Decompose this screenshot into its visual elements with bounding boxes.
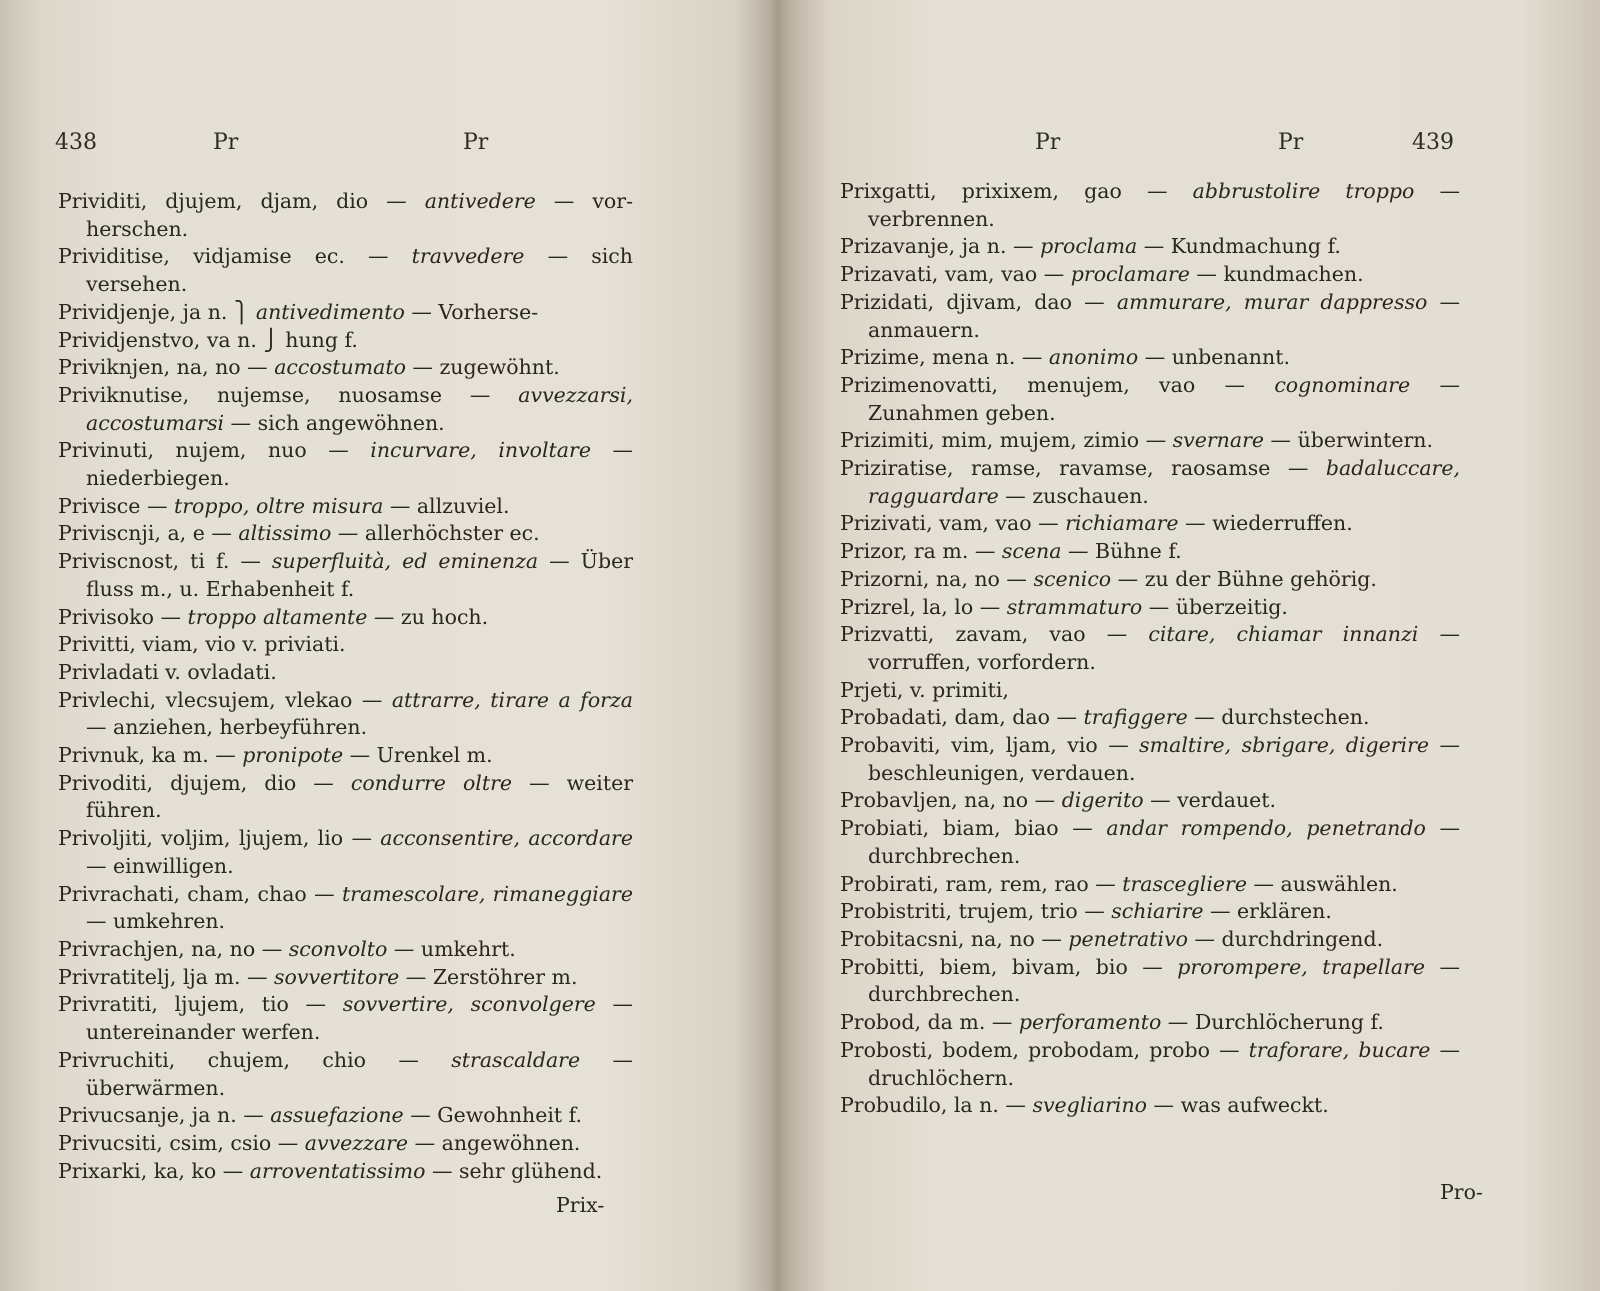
dictionary-entry: [840, 594, 1460, 622]
dictionary-entry: [840, 566, 1460, 594]
grammar-info: , na, no —: [922, 566, 1034, 591]
grammar-info: , vam, vao —: [926, 511, 1066, 536]
german-translation: — sich versehen.: [86, 244, 633, 297]
headword: Prividitise: [58, 244, 164, 269]
running-head-left: Pr: [213, 130, 239, 155]
italian-translation: sconvolto: [288, 936, 388, 961]
grammar-info: —: [153, 604, 188, 629]
running-head-right: Pr: [1278, 130, 1304, 155]
dictionary-entry: [58, 964, 633, 992]
headword: Prizvatti: [840, 622, 928, 647]
grammar-info: , ka m. —: [138, 743, 243, 768]
dictionary-entry: [840, 787, 1460, 815]
dictionary-entry: [58, 382, 633, 437]
grammar-info: , da m. —: [914, 1010, 1019, 1035]
italian-translation: scena: [1001, 539, 1062, 564]
italian-translation: andar rompendo, penetrando: [1106, 816, 1426, 841]
headword: Prjeti: [840, 677, 897, 702]
headword: Probiati: [840, 816, 923, 841]
dictionary-entry: [840, 926, 1460, 954]
italian-translation: digerito: [1061, 788, 1144, 813]
grammar-info: , na, no —: [951, 788, 1062, 813]
headword: Prizimenovatti: [840, 372, 992, 397]
headword: Privruchiti: [58, 1047, 169, 1072]
italian-translation: penetrativo: [1068, 926, 1188, 951]
dictionary-entry: [58, 520, 633, 548]
grammar-info: , lja m. —: [169, 964, 275, 989]
dictionary-entry: [840, 898, 1460, 926]
italian-translation: antivedimento: [255, 299, 405, 324]
dictionary-entry: [840, 621, 1460, 676]
italian-translation: travvedere: [411, 244, 525, 269]
italian-translation: scenico: [1033, 566, 1112, 591]
grammar-info: , nujemse, nuosamse —: [182, 382, 519, 407]
grammar-info: , na, no —: [163, 355, 275, 380]
dictionary-entry: [58, 881, 633, 936]
grammar-info: , nujem, nuo —: [147, 438, 371, 463]
page-number: 438: [55, 130, 97, 155]
headword: Prizavanje: [840, 234, 949, 259]
italian-translation: avvezzarsi, accostumarsi: [86, 382, 633, 435]
german-translation: — Über fluss m., u. Erhabenheit f.: [86, 549, 634, 601]
german-translation: — durchbrechen.: [868, 816, 1461, 868]
headword: Prizrel: [840, 594, 910, 619]
headword: Prizimiti: [840, 428, 929, 453]
headword: Privinuti: [58, 438, 148, 463]
headword: Prixgatti: [840, 179, 931, 203]
headword: Priviscnost: [58, 549, 173, 574]
german-translation: — niederbiegen.: [86, 438, 633, 491]
italian-translation: abbrustolire troppo: [1192, 179, 1415, 203]
headword: Prizidati: [840, 289, 928, 314]
italian-translation: incurvare, involtare: [370, 438, 591, 463]
german-translation: — vor-herschen.: [86, 189, 633, 241]
german-translation: — druchlöchern.: [868, 1037, 1460, 1090]
grammar-info: , biam, biao —: [922, 816, 1107, 841]
grammar-info: , chujem, chio —: [168, 1047, 452, 1072]
dictionary-entry: [58, 1158, 633, 1186]
italian-translation: trascegliere: [1122, 871, 1247, 896]
headword: Prizor: [840, 539, 901, 564]
dictionary-entry: [58, 493, 633, 521]
german-translation: hung f.: [285, 327, 358, 352]
grammar-info: , dam, dao —: [941, 705, 1084, 730]
italian-translation: sovvertitore: [274, 964, 400, 989]
headword: Probudilo: [840, 1093, 941, 1118]
headword: Privisoko: [58, 604, 154, 629]
italian-translation: trafiggere: [1083, 705, 1188, 730]
grammar-info: , djujem, dio —: [146, 770, 351, 795]
grammar-info: , ja n. —: [948, 234, 1041, 259]
headword: Prizavati: [840, 262, 932, 287]
german-translation: — unbenannt.: [1138, 345, 1290, 370]
headword: Privrachati: [58, 881, 174, 906]
dictionary-entry: [840, 815, 1460, 870]
german-translation: — Zunahmen geben.: [868, 372, 1460, 425]
headword: Privoljiti: [58, 826, 147, 851]
grammar-info: , ja n. ⎫: [169, 299, 256, 324]
headword: Privucsiti: [58, 1130, 157, 1155]
italian-translation: antivedere: [424, 189, 536, 213]
german-translation: — anmauern.: [868, 289, 1460, 342]
german-translation: — Vorherse-: [404, 299, 539, 324]
grammar-info: , prixixem, gao —: [930, 179, 1193, 203]
german-translation: — sich angewöhnen.: [224, 410, 445, 435]
dictionary-entry: [58, 188, 633, 243]
german-translation: — zu der Bühne gehörig.: [1111, 566, 1377, 591]
headword: Prividjenstvo: [58, 327, 194, 352]
dictionary-entry: [58, 1047, 633, 1102]
german-translation: — zu hoch.: [367, 604, 489, 629]
dictionary-entry: [840, 704, 1460, 732]
german-translation: — untereinander werfen.: [86, 992, 633, 1045]
right-entry-list: [840, 178, 1460, 1120]
dictionary-entry: [840, 871, 1460, 899]
italian-translation: richiamare: [1065, 511, 1179, 536]
german-translation: — allerhöchster ec.: [331, 521, 540, 546]
grammar-info: , la n. —: [940, 1093, 1033, 1118]
german-translation: — Urenkel m.: [343, 743, 493, 768]
italian-translation: accostumato: [274, 355, 406, 380]
italian-translation: strammaturo: [1006, 594, 1143, 619]
german-translation: — überzeitig.: [1142, 594, 1288, 619]
headword: Privnuk: [58, 743, 139, 768]
headword: Prividjenje: [58, 299, 170, 324]
grammar-info: , biem, bivam, bio —: [918, 954, 1178, 979]
german-translation: — Zerstöhrer m.: [399, 964, 578, 989]
dictionary-entry: [840, 732, 1460, 787]
dictionary-entry: [58, 243, 633, 298]
dictionary-entry: [840, 289, 1460, 344]
headword: Privratiti: [58, 992, 152, 1017]
italian-translation: svegliarino: [1032, 1093, 1148, 1118]
headword: Prizime: [840, 345, 920, 370]
italian-translation: proclamare: [1070, 262, 1190, 287]
grammar-info: , djujem, djam, dio —: [140, 189, 425, 213]
dictionary-entry: [840, 372, 1460, 427]
grammar-info: , zavam, vao —: [927, 622, 1149, 647]
grammar-info: , v. primiti,: [896, 677, 1009, 702]
headword: Probosti: [840, 1037, 927, 1062]
grammar-info: , vam, vao —: [931, 262, 1071, 287]
grammar-info: , mim, mujem, zimio —: [928, 428, 1173, 453]
dictionary-entry: [840, 233, 1460, 261]
german-translation: — verdauet.: [1143, 788, 1277, 813]
dictionary-entry: [840, 510, 1460, 538]
german-translation: — durchdringend.: [1188, 926, 1384, 951]
german-translation: — kundmachen.: [1189, 262, 1364, 287]
grammar-info: , va n. ⎭: [193, 327, 286, 352]
dictionary-entry: [840, 1092, 1460, 1120]
grammar-info: , bodem, probodam, probo —: [926, 1037, 1249, 1062]
running-head-right: Pr: [463, 130, 489, 155]
headword: Priziratise: [840, 456, 947, 481]
dictionary-entry: [58, 1102, 633, 1130]
dictionary-entry: [58, 991, 633, 1046]
german-translation: — wiederruffen.: [1178, 511, 1353, 536]
headword: Privitti: [58, 632, 130, 657]
dictionary-entry: [840, 455, 1460, 510]
headword: Prizorni: [840, 566, 923, 591]
italian-translation: ammurare, murar dappresso: [1116, 289, 1428, 314]
german-translation: — Bühne f.: [1061, 539, 1182, 564]
dictionary-entry: [58, 825, 633, 880]
headword: Privladati: [58, 659, 159, 684]
dictionary-entry: [58, 604, 633, 632]
italian-translation: troppo altamente: [187, 604, 368, 629]
german-translation: — auswählen.: [1246, 871, 1398, 896]
dictionary-entry: [58, 299, 633, 327]
headword: Privisce: [58, 493, 141, 518]
dictionary-entry: [840, 677, 1460, 705]
headword: Prixarki: [58, 1158, 141, 1183]
german-translation: — umkehrt.: [387, 936, 516, 961]
german-translation: — vorruffen, vorfordern.: [868, 622, 1460, 674]
german-translation: — durchbrechen.: [868, 954, 1460, 1007]
italian-translation: svernare: [1172, 428, 1265, 453]
dictionary-entry: [58, 936, 633, 964]
german-translation: — einwilligen.: [86, 853, 234, 878]
italian-translation: badaluccare, ragguardare: [868, 456, 1460, 508]
german-translation: — zugewöhnt.: [405, 355, 560, 380]
catchword: Prix-: [556, 1193, 605, 1217]
grammar-info: , ram, rem, rao —: [932, 871, 1123, 896]
grammar-info: , viam, vio v. priviati.: [129, 632, 346, 657]
grammar-info: , menujem, vao —: [991, 372, 1275, 397]
dictionary-entry: [840, 427, 1460, 455]
italian-translation: smaltire, sbrigare, digerire: [1139, 733, 1430, 758]
german-translation: — verbrennen.: [868, 179, 1460, 231]
headword: Privratitelj: [58, 964, 170, 989]
dictionary-entry: [58, 659, 633, 687]
german-translation: — durchstechen.: [1187, 705, 1370, 730]
german-translation: — Kundmachung f.: [1137, 234, 1341, 259]
italian-translation: strascaldare: [451, 1047, 581, 1072]
headword: Probaviti: [840, 733, 935, 758]
grammar-info: , na, no —: [957, 926, 1069, 951]
german-translation: — erklären.: [1203, 899, 1332, 924]
italian-translation: attrarre, tirare a forza: [391, 687, 633, 712]
dictionary-entry: [840, 344, 1460, 372]
dictionary-entry: [840, 1037, 1460, 1092]
grammar-info: , vlecsujem, vlekao —: [149, 687, 392, 712]
german-translation: — überwintern.: [1264, 428, 1434, 453]
italian-translation: perforamento: [1018, 1010, 1162, 1035]
headword: Probitacsni: [840, 926, 958, 951]
dictionary-entry: [840, 954, 1460, 1009]
italian-translation: prorompere, trapellare: [1177, 954, 1426, 979]
italian-translation: altissimo: [238, 521, 332, 546]
catchword: Pro-: [1440, 1180, 1483, 1204]
german-translation: — was aufweckt.: [1147, 1093, 1329, 1118]
headword: Privrachjen: [58, 936, 179, 961]
headword: Probitti: [840, 954, 919, 979]
grammar-info: , cham, chao —: [173, 881, 342, 906]
grammar-info: , ti f. —: [172, 549, 272, 574]
grammar-info: , vim, ljam, vio —: [934, 733, 1140, 758]
dictionary-entry: [58, 327, 633, 355]
headword: Probirati: [840, 871, 933, 896]
dictionary-entry: [58, 437, 633, 492]
grammar-info: , ljujem, tio —: [151, 992, 343, 1017]
headword: Priviknutise: [58, 382, 183, 407]
dictionary-entry: [58, 770, 633, 825]
grammar-info: , ramse, ravamse, raosamse —: [946, 456, 1326, 481]
headword: Privoditi: [58, 770, 147, 795]
german-translation: — sehr glühend.: [425, 1158, 603, 1183]
italian-translation: schiarire: [1111, 899, 1204, 924]
italian-translation: traforare, bucare: [1248, 1037, 1431, 1062]
german-translation: — angewöhnen.: [408, 1130, 581, 1155]
german-translation: — umkehren.: [86, 909, 226, 934]
page-number: 439: [1412, 130, 1454, 155]
italian-translation: proclama: [1040, 234, 1138, 259]
headword: Privucsanje: [58, 1103, 179, 1128]
italian-translation: anonimo: [1048, 345, 1139, 370]
headword: Prividiti: [58, 189, 141, 213]
grammar-info: , vidjamise ec. —: [163, 244, 412, 269]
german-translation: — Gewohnheit f.: [403, 1103, 583, 1128]
dictionary-entry: [840, 261, 1460, 289]
headword: Probavljen: [840, 788, 952, 813]
italian-translation: troppo, oltre misura: [173, 493, 384, 518]
grammar-info: , ja n. —: [178, 1103, 271, 1128]
italian-translation: arroventatissimo: [249, 1158, 426, 1183]
italian-translation: tramescolare, rimaneggiare: [341, 881, 633, 906]
german-translation: — weiter führen.: [86, 770, 633, 823]
italian-translation: pronipote: [242, 743, 344, 768]
running-head-left: Pr: [1035, 130, 1061, 155]
headword: Prizivati: [840, 511, 927, 536]
dictionary-entry: [58, 1130, 633, 1158]
german-translation: — zuschauen.: [998, 483, 1149, 508]
german-translation: — anziehen, herbeyführen.: [86, 715, 368, 740]
italian-translation: superfluità, ed eminenza: [271, 549, 539, 574]
grammar-info: , csim, csio —: [156, 1130, 305, 1155]
grammar-info: , trujem, trio —: [945, 899, 1112, 924]
right-page: [780, 0, 1600, 1291]
grammar-info: , ra m. —: [900, 539, 1002, 564]
dictionary-entry: [840, 538, 1460, 566]
dictionary-entry: [58, 742, 633, 770]
grammar-info: , djivam, dao —: [927, 289, 1117, 314]
dictionary-entry: [58, 354, 633, 382]
italian-translation: assuefazione: [270, 1103, 404, 1128]
grammar-info: , la, lo —: [909, 594, 1007, 619]
grammar-info: , mena n. —: [919, 345, 1049, 370]
italian-translation: cognominare: [1274, 372, 1411, 397]
left-page: [0, 0, 778, 1291]
grammar-info: v. ovladati.: [158, 659, 277, 684]
dictionary-entry: [58, 631, 633, 659]
italian-translation: acconsentire, accordare: [380, 826, 633, 851]
left-entry-list: [58, 188, 633, 1185]
headword: Probadati: [840, 705, 942, 730]
headword: Probistriti: [840, 899, 946, 924]
german-translation: — allzuviel.: [383, 493, 510, 518]
italian-translation: citare, chiamar innanzi: [1148, 622, 1419, 647]
grammar-info: , ka, ko —: [140, 1158, 250, 1183]
headword: Probod: [840, 1010, 915, 1035]
headword: Priviscnji: [58, 521, 155, 546]
grammar-info: , na, no —: [178, 936, 289, 961]
dictionary-entry: [58, 548, 633, 603]
dictionary-entry: [58, 687, 633, 742]
italian-translation: sovvertire, sconvolgere: [342, 992, 596, 1017]
german-translation: — überwärmen.: [86, 1047, 633, 1100]
grammar-info: , voljim, ljujem, lio —: [146, 826, 381, 851]
headword: Priviknjen: [58, 355, 164, 380]
dictionary-entry: [840, 1009, 1460, 1037]
headword: Privlechi: [58, 687, 150, 712]
grammar-info: , a, e —: [154, 521, 239, 546]
grammar-info: —: [140, 493, 174, 518]
italian-translation: condurre oltre: [350, 770, 513, 795]
german-translation: — beschleunigen, verdauen.: [868, 733, 1460, 785]
german-translation: — Durchlöcherung f.: [1161, 1010, 1384, 1035]
dictionary-entry: [840, 178, 1460, 233]
italian-translation: avvezzare: [304, 1130, 409, 1155]
